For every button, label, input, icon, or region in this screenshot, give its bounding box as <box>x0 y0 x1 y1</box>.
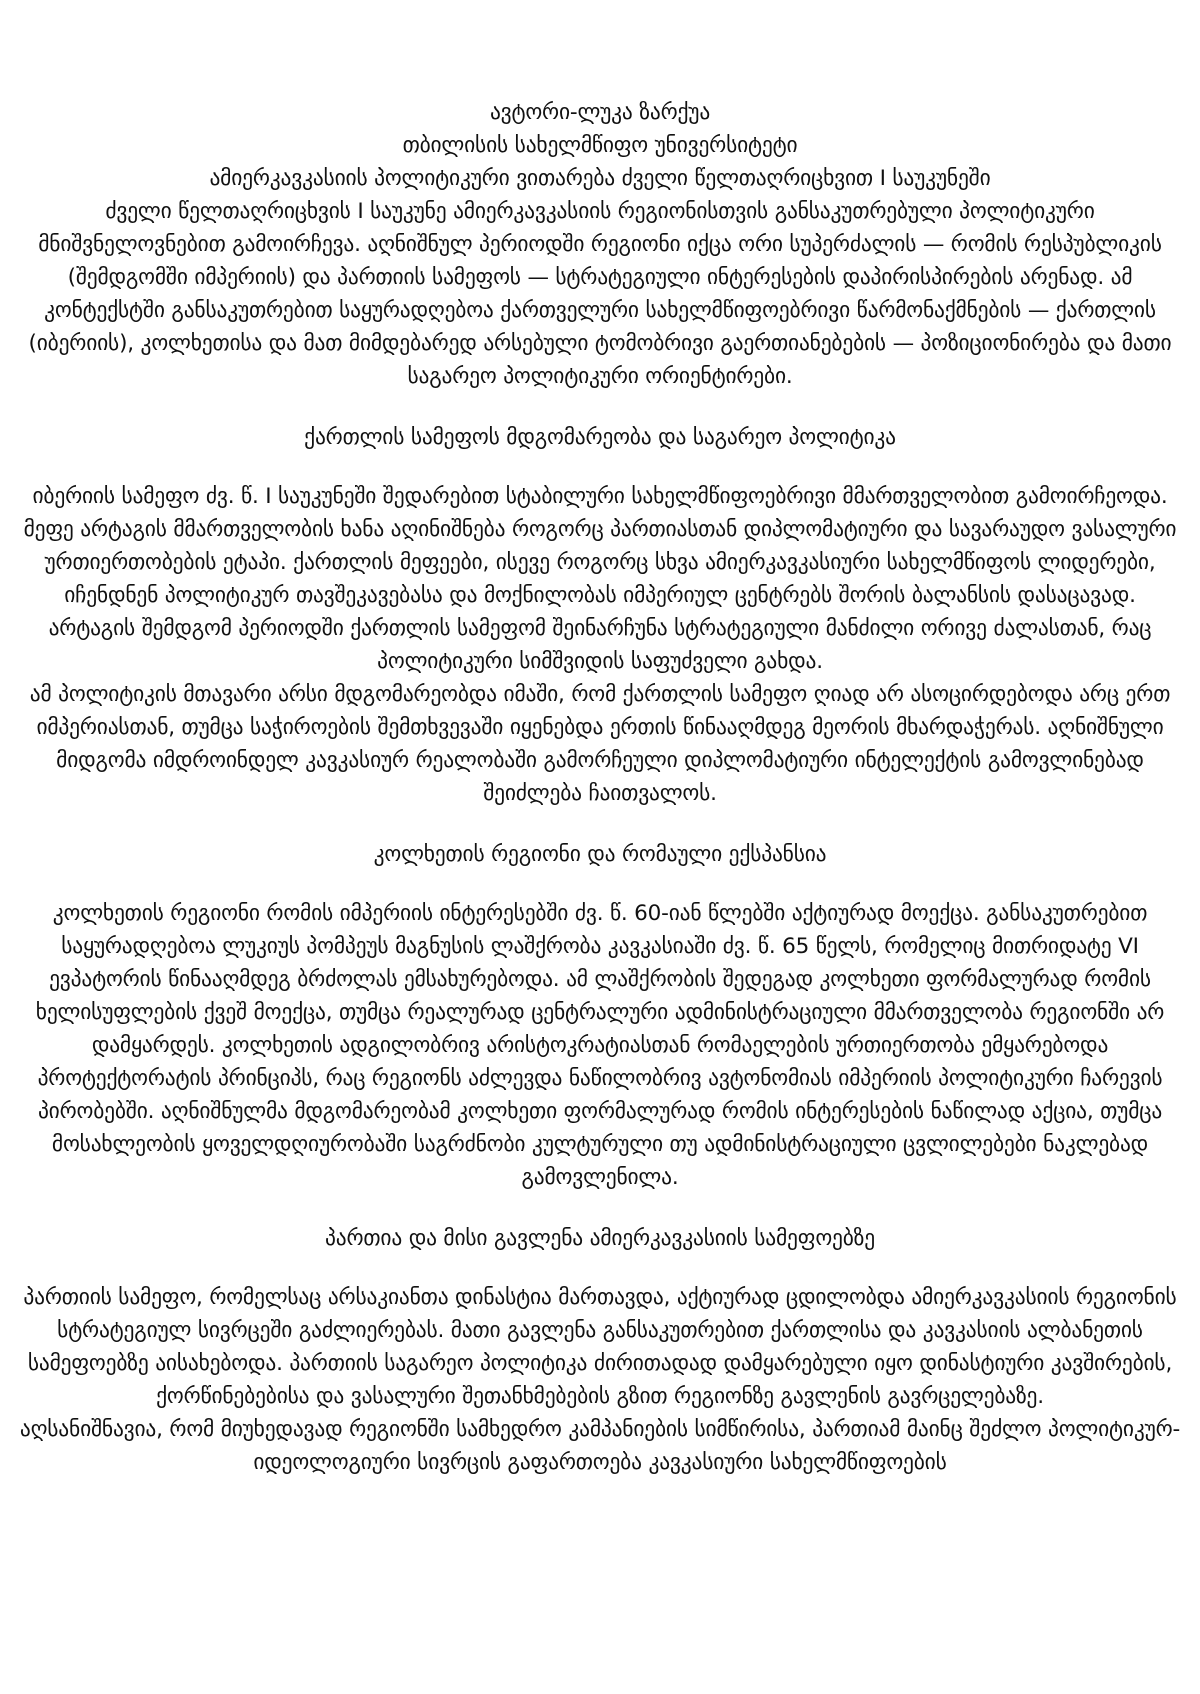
section-paragraph: ამ პოლიტიკის მთავარი არსი მდგომარეობდა იმაში, რომ ქართლის სამეფო ღიად არ ასოცირდებოდა არც ერთ იმპერიასთან, თუმცა საჭიროების შემთხვევაში იყენებდა ერთის წინააღმდეგ მეორის მხარდაჭერას. აღნიშნული მიდგომა იმდროინდელ კავკასიურ რეალობაში გამორჩეული დიპლომატიური ინტელექტის გამოვლინებად შეიძლება ჩაითვალოს. <box>29 682 1171 806</box>
section-heading: ქართლის სამეფოს მდგომარეობა და საგარეო პოლიტიკა <box>304 425 896 450</box>
section-paragraph: პართიის სამეფო, რომელსაც არსაკიანთა დინასტია მართავდა, აქტიურად ცდილობდა ამიერკავკასიის რეგიონის სტრატეგიულ სივრცეში გაძლიერებას. მათი გავლენა განსაკუთრებით ქართლისა და კავკასიის ალბანეთის სამეფოებზე აისახებოდა. პართიის საგარეო პოლიტიკა ძირითადად დამყარებული იყო დინასტიური კავშირების, ქორწინებებისა და ვასალური შეთანხმებების გზით რეგიონზე გავლენის გავრცელებაზე. <box>23 1285 1177 1409</box>
abstract-paragraph: ძველი წელთაღრიცხვის I საუკუნე ამიერკავკასიის რეგიონისთვის განსაკუთრებული პოლიტიკური მნიშვნელოვნებით გამოირჩევა. აღნიშნულ პერიოდში რეგიონი იქცა ორი სუპერძალის — რომის რესპუბლიკის (შემდგომში იმპერიის) და პართიის სამეფოს — სტრატეგიული ინტერესების დაპირისპირების არენად. ამ კონტექსტში განსაკუთრებით საყურადღებოა ქართველური სახელმწიფოებრივი წარმონაქმნების — ქართლის (იბერიის), კოლხეთისა და მათ მიმდებარედ არსებული ტომობრივი გაერთიანებების — პოზიციონირება და მათი საგარეო პოლიტიკური ორიენტირები. <box>28 199 1172 389</box>
section-colchis <box>18 838 1182 1194</box>
section-paragraph: იბერიის სამეფო ძვ. წ. I საუკუნეში შედარებით სტაბილური სახელმწიფოებრივი მმართველობით გამოირჩეოდა. მეფე არტაგის მმართველობის ხანა აღინიშნება როგორც პართიასთან დიპლომატიური და სავარაუდო ვასალური ურთიერთობების ეტაპი. ქართლის მეფეები, ისევე როგორც სხვა ამიერკავკასიური სახელმწიფოს ლიდერები, იჩენდნენ პოლიტიკურ თავშეკავებასა და მოქნილობას იმპერიულ ცენტრებს შორის ბალანსის დასაცავად. არტაგის შემდგომ პერიოდში ქართლის სამეფომ შეინარჩუნა სტრატეგიული მანძილი ორივე ძალასთან, რაც პოლიტიკური სიმშვიდის საფუძველი გახდა. <box>23 484 1177 674</box>
university-line: თბილისის სახელმწიფო უნივერსიტეტი <box>402 133 798 158</box>
section-heading: პართია და მისი გავლენა ამიერკავკასიის სამეფოებზე <box>325 1226 875 1251</box>
section-parthia <box>18 1222 1182 1479</box>
document-header <box>18 96 1182 195</box>
section-heading: კოლხეთის რეგიონი და რომაული ექსპანსია <box>373 842 827 867</box>
section-paragraph: აღსანიშნავია, რომ მიუხედავად რეგიონში სამხედრო კამპანიების სიმწირისა, პართიამ მაინც შეძლო პოლიტიკურ-იდეოლოგიური სივრცის გაფართოება კავკასიური სახელმწიფოების <box>19 1417 1181 1475</box>
section-kartli <box>18 421 1182 810</box>
author-line: ავტორი-ლუკა ზარქუა <box>489 100 711 125</box>
section-paragraph: კოლხეთის რეგიონი რომის იმპერიის ინტერესებში ძვ. წ. 60-იან წლებში აქტიურად მოექცა. განსაკუთრებით საყურადღებოა ლუკიუს პომპეუს მაგნუსის ლაშქრობა კავკასიაში ძვ. წ. 65 წელს, რომელიც მითრიდატე VI ევპატორის წინააღმდეგ ბრძოლას ემსახურებოდა. ამ ლაშქრობის შედეგად კოლხეთი ფორმალურად რომის ხელისუფლების ქვეშ მოექცა, თუმცა რეალურად ცენტრალური ადმინისტრაციული მმართველობა რეგიონში არ დამყარდეს. კოლხეთის ადგილობრივ არისტოკრატიასთან რომაელების ურთიერთობა ემყარებოდა პროტექტორატის პრინციპს, რაც რეგიონს აძლევდა ნაწილობრივ ავტონომიას იმპერიის პოლიტიკური ჩარევის პირობებში. აღნიშნულმა მდგომარეობამ კოლხეთი ფორმალურად რომის ინტერესების ნაწილად აქცია, თუმცა მოსახლეობის ყოველდღიურობაში საგრძნობი კულტურული თუ ადმინისტრაციული ცვლილებები ნაკლებად გამოვლენილა. <box>35 901 1165 1190</box>
document-title: ამიერკავკასიის პოლიტიკური ვითარება ძველი წელთაღრიცხვით I საუკუნეში <box>209 166 991 191</box>
